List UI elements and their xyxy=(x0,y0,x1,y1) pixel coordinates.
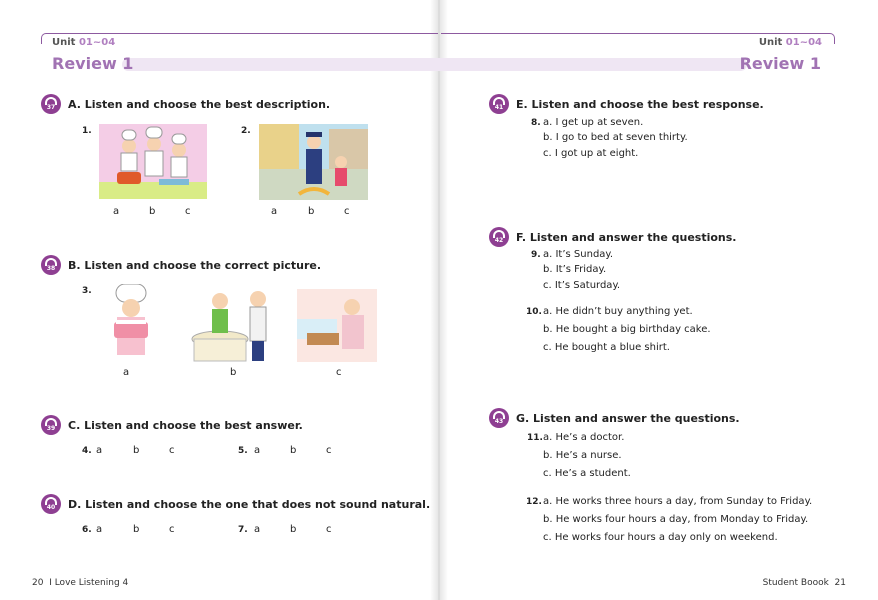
review-band xyxy=(122,58,747,71)
track-number: 43 xyxy=(494,418,504,425)
page-number-left: 20 xyxy=(32,578,44,588)
unit-range: 01~04 xyxy=(78,37,116,48)
q9-option-b[interactable]: b. It’s Friday. xyxy=(543,264,607,275)
footer-right xyxy=(763,578,846,588)
headphones-icon[interactable] xyxy=(489,408,509,428)
section-f-title: F. Listen and answer the questions. xyxy=(516,230,737,244)
question-4-number: 4. xyxy=(82,446,92,456)
option-a[interactable]: a xyxy=(113,206,120,217)
track-number: 41 xyxy=(494,104,504,111)
question-2-number: 2. xyxy=(241,126,251,136)
q8-option-a[interactable]: a. I get up at seven. xyxy=(543,117,644,128)
section-a-title: A. Listen and choose the best description. xyxy=(68,97,331,111)
unit-label-left xyxy=(52,37,115,48)
headphones-icon[interactable] xyxy=(489,227,509,247)
track-number: 38 xyxy=(46,265,56,272)
section-g-title: G. Listen and answer the questions. xyxy=(516,411,740,425)
q11-option-b[interactable]: b. He’s a nurse. xyxy=(543,450,622,461)
unit-word: Unit xyxy=(52,37,76,48)
q12-option-b[interactable]: b. He works four hours a day, from Monday to Friday. xyxy=(543,514,809,525)
question-5-number: 5. xyxy=(238,446,248,456)
book-title: I Love Listening 4 xyxy=(49,578,129,588)
option-c[interactable]: c xyxy=(326,445,332,456)
option-b[interactable]: b xyxy=(133,524,140,535)
right-page xyxy=(441,0,878,600)
section-c-heading xyxy=(41,415,303,435)
q10-option-a[interactable]: a. He didn’t buy anything yet. xyxy=(543,306,693,317)
q9-option-a[interactable]: a. It’s Sunday. xyxy=(543,249,614,260)
police-officer-picture xyxy=(259,124,368,200)
section-e-heading xyxy=(489,94,764,114)
option-c[interactable]: c xyxy=(185,206,191,217)
two-men-table-picture xyxy=(190,287,274,362)
section-b-title: B. Listen and choose the correct picture. xyxy=(68,258,322,272)
option-c[interactable]: c xyxy=(326,524,332,535)
headphones-icon[interactable] xyxy=(41,494,61,514)
option-a[interactable]: a xyxy=(271,206,278,217)
page-number-right: 21 xyxy=(834,578,846,588)
section-e-title: E. Listen and choose the best response. xyxy=(516,97,764,111)
headphones-icon[interactable] xyxy=(41,255,61,275)
section-g-heading xyxy=(489,408,740,428)
q11-option-a[interactable]: a. He’s a doctor. xyxy=(543,432,625,443)
q11-option-c[interactable]: c. He’s a student. xyxy=(543,468,631,479)
question-3-number: 3. xyxy=(82,286,92,296)
q9-option-c[interactable]: c. It’s Saturday. xyxy=(543,280,621,291)
question-12-number: 12. xyxy=(526,497,542,507)
option-a[interactable]: a xyxy=(123,367,130,378)
unit-range: 01~04 xyxy=(785,37,822,48)
option-a[interactable]: a xyxy=(254,445,261,456)
section-b-heading xyxy=(41,255,321,275)
section-f-heading xyxy=(489,227,736,247)
option-a[interactable]: a xyxy=(254,524,261,535)
question-9-number: 9. xyxy=(531,250,541,260)
section-d-title: D. Listen and choose the one that does not sound natural. xyxy=(68,497,431,511)
chefs-cooking-picture xyxy=(99,124,207,199)
q10-option-c[interactable]: c. He bought a blue shirt. xyxy=(543,342,670,353)
review-title-left: Review 1 xyxy=(52,54,134,73)
option-a[interactable]: a xyxy=(96,445,103,456)
book-label: Student Boook xyxy=(762,578,829,588)
question-11-number: 11. xyxy=(527,433,543,443)
book-gutter xyxy=(430,0,448,600)
question-6-number: 6. xyxy=(82,525,92,535)
footer-left xyxy=(32,578,128,588)
question-7-number: 7. xyxy=(238,525,248,535)
option-b[interactable]: b xyxy=(230,367,237,378)
option-c[interactable]: c xyxy=(336,367,342,378)
q12-option-c[interactable]: c. He works four hours a day only on weekend. xyxy=(543,532,778,543)
unit-label-right xyxy=(759,37,822,48)
option-c[interactable]: c xyxy=(344,206,350,217)
option-a[interactable]: a xyxy=(96,524,103,535)
q8-option-c[interactable]: c. I got up at eight. xyxy=(543,148,639,159)
track-number: 39 xyxy=(46,425,56,432)
section-a-heading xyxy=(41,94,330,114)
section-c-title: C. Listen and choose the best answer. xyxy=(68,418,303,432)
baker-with-cake-picture xyxy=(102,284,160,362)
option-c[interactable]: c xyxy=(169,524,175,535)
question-8-number: 8. xyxy=(531,118,541,128)
q12-option-a[interactable]: a. He works three hours a day, from Sunday to Friday. xyxy=(543,496,813,507)
option-c[interactable]: c xyxy=(169,445,175,456)
section-d-heading xyxy=(41,494,430,514)
question-1-number: 1. xyxy=(82,126,92,136)
option-b[interactable]: b xyxy=(290,445,297,456)
option-b[interactable]: b xyxy=(290,524,297,535)
track-number: 42 xyxy=(494,237,504,244)
option-b[interactable]: b xyxy=(133,445,140,456)
woman-shopping-picture xyxy=(297,289,377,362)
track-number: 40 xyxy=(46,504,56,511)
unit-word: Unit xyxy=(758,37,783,48)
option-b[interactable]: b xyxy=(149,206,156,217)
headphones-icon[interactable] xyxy=(41,94,61,114)
headphones-icon[interactable] xyxy=(41,415,61,435)
review-title-right: Review 1 xyxy=(739,54,821,73)
track-number: 37 xyxy=(46,104,56,111)
question-10-number: 10. xyxy=(526,307,542,317)
q10-option-b[interactable]: b. He bought a big birthday cake. xyxy=(543,324,711,335)
option-b[interactable]: b xyxy=(308,206,315,217)
q8-option-b[interactable]: b. I go to bed at seven thirty. xyxy=(543,132,688,143)
headphones-icon[interactable] xyxy=(489,94,509,114)
